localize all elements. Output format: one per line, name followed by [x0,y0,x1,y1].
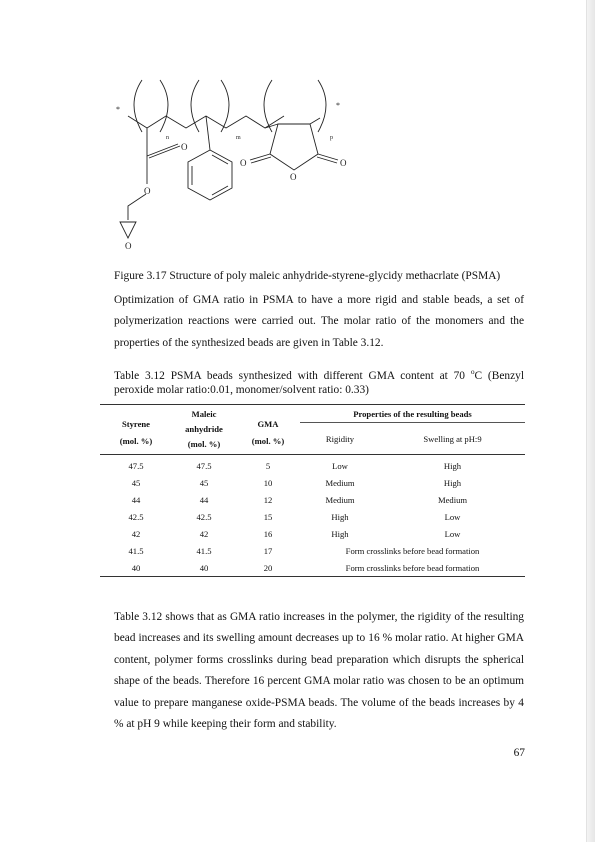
cell-rigidity: Medium [325,477,355,488]
table-row [100,525,525,542]
anhydride-carbonyl-left [250,154,271,163]
ring-link-left [265,124,278,128]
cell-styrene: 47.5 [128,460,144,471]
cell-swelling: Low [444,511,461,522]
ring-link-right [310,118,320,124]
cell-maleic: 40 [199,562,209,573]
page-edge [586,0,595,842]
table-caption [114,365,524,398]
header-maleic-line3: (mol. %) [187,439,221,449]
table-row [100,474,525,491]
atom-o-epoxide: O [125,241,132,251]
cell-properties-merged: Form crosslinks before bead formation [345,545,480,556]
cell-gma: 20 [263,562,273,573]
cell-styrene: 41.5 [128,545,144,556]
bracket-m-right [221,80,229,132]
anhydride-ring [270,124,318,170]
table-body [100,455,525,577]
phenyl-bond [206,116,210,150]
header-gma-line1: GMA [257,418,279,429]
header-swelling: Swelling at pH:9 [380,423,525,455]
header-styrene-line2: (mol. %) [119,435,153,446]
cell-gma: 15 [263,511,273,522]
header-gma-line2: (mol. %) [251,435,285,446]
header-styrene [100,405,172,455]
cell-maleic: 44 [199,494,209,505]
cell-rigidity: High [331,511,349,522]
ester-bond [147,128,178,156]
atom-o-carbonyl: O [181,142,188,152]
subscript-p: p [330,135,333,141]
cell-rigidity: Low [332,460,348,471]
cell-maleic: 42 [199,528,209,539]
table-row [100,455,525,475]
cell-swelling: High [443,460,462,471]
cell-maleic: 45 [199,477,209,488]
atom-o-anh-right: O [340,158,347,168]
cell-styrene: 42.5 [128,511,144,522]
cell-gma: 17 [263,545,273,556]
epoxide-ring [120,222,136,238]
glycidyl-chain [128,194,146,220]
end-mark-right: * [336,101,340,110]
header-rigidity: Rigidity [300,423,380,455]
cell-styrene: 44 [131,494,141,505]
cell-swelling: Low [444,528,461,539]
page-number: 67 [513,747,525,759]
header-styrene-line1: Styrene [121,418,150,429]
header-maleic-line2: anhydride [185,424,223,434]
phenyl-inner [192,155,228,195]
subscript-m: m [236,135,241,141]
header-maleic [172,405,236,455]
atom-o-anh-left: O [240,158,247,168]
cell-swelling: Medium [437,494,468,505]
header-maleic-line1: Maleic [191,409,217,419]
bracket-n-right [160,80,168,132]
phenyl-ring [188,150,232,200]
degree-superscript: o [470,367,475,376]
carbonyl-double [149,146,180,158]
cell-gma: 5 [265,460,271,471]
cell-rigidity: High [331,528,349,539]
cell-gma: 12 [263,494,273,505]
cell-maleic: 42.5 [196,511,212,522]
cell-gma: 10 [263,477,273,488]
table-row [100,491,525,508]
table-caption-after: C (Benzyl peroxide molar ratio:0.01, monomer/solvent ratio: 0.33) [114,369,524,397]
header-properties: Properties of the resulting beads [353,408,472,419]
table-row [100,508,525,525]
atom-o-ester: O [144,186,151,196]
anhydride-carbonyl-right [317,154,338,163]
chemical-structure-figure [108,66,408,262]
header-gma [236,405,300,455]
subscript-n: n [166,135,169,141]
cell-styrene: 42 [131,528,141,539]
cell-styrene: 45 [131,477,141,488]
table-row [100,559,525,577]
bracket-p-right [318,80,326,132]
table-caption-before: Table 3.12 PSMA beads synthesized with different GMA content at 70 [114,369,471,382]
end-mark-left: * [116,105,120,114]
cell-gma: 16 [263,528,273,539]
figure-caption: Figure 3.17 Structure of poly maleic anhydride-styrene-glycidy methacrlate (PSMA) [114,270,501,282]
cell-styrene: 40 [131,562,141,573]
cell-properties-merged: Form crosslinks before bead formation [345,562,480,573]
atom-o-anh-ring: O [290,172,297,182]
cell-maleic: 47.5 [196,460,212,471]
cell-maleic: 41.5 [196,545,212,556]
results-table [100,404,525,577]
paragraph-discussion: Table 3.12 shows that as GMA ratio increases in the polymer, the rigidity of the resulting bead increases and its swelling amount decreases up to 16 % molar ratio. At higher GMA content, polymer forms crosslinks during bead preparation which disrupts the spherical shape of the beads. Therefore 16 percent GMA molar ratio was chosen to be an optimum value to prepare manganese oxide-PSMA beads. The volume of the beads increases by 4 % at pH 9 while keeping their form and stability. [114,611,524,731]
cell-swelling: High [443,477,462,488]
table-row [100,542,525,559]
results-table-wrapper [100,404,525,577]
paragraph-intro: Optimization of GMA ratio in PSMA to have a more rigid and stable beads, a set of polymerization reactions were carried out. The molar ratio of the monomers and the properties of the synthesized beads are given in Table 3.12. [114,294,524,349]
cell-rigidity: Medium [325,494,355,505]
